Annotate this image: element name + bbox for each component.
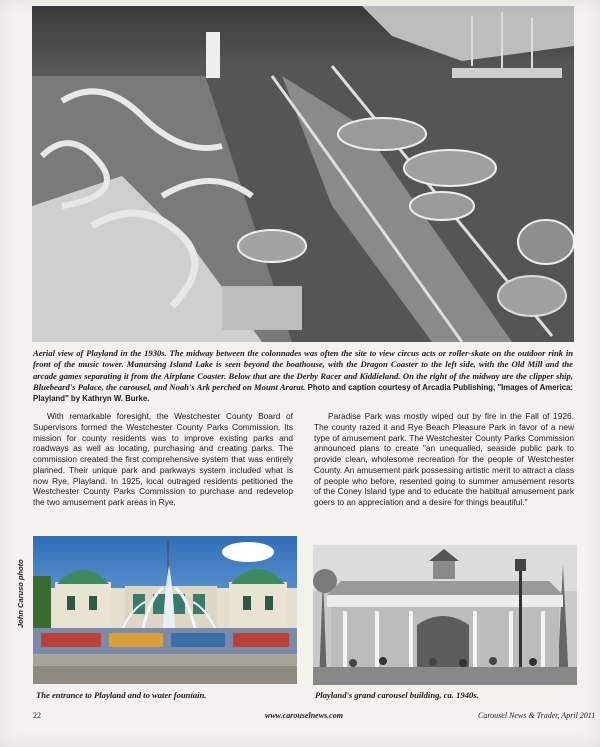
aerial-photo	[32, 6, 574, 342]
fountain-caption: The entrance to Playland and to water fountain.	[36, 690, 207, 700]
article-column-left	[33, 411, 293, 508]
carousel-photo	[313, 545, 577, 685]
fountain-photo-credit: John Caruso photo	[16, 559, 25, 628]
aerial-caption	[33, 348, 573, 404]
aerial-caption-credit: Photo and caption courtesy of Arcadia Publishing, "Images of America: Playland" by Kathryn W. Burke.	[33, 382, 573, 404]
fountain-photo	[33, 536, 297, 684]
article-column-right	[314, 411, 574, 508]
article-paragraph-left: With remarkable foresight, the Westchester County Board of Supervisors formed the Westchester County Parks Commission. Its mission for county residents was to improve existing parks and roadways as well as locating, purchasing and creating parks. The commission created the first comprehensive system that was entirely planned. Their unique park and parkways system included what is now Rye, Playland. In 1925, local outraged residents petitioned the Westchester County Parks Commission to purchase and redevelop the two amusement park areas in Rye.	[33, 411, 293, 507]
footer-publication: Carousel News & Trader, April 2011	[478, 711, 596, 720]
carousel-caption: Playland's grand carousel building, ca. 1940s.	[315, 690, 479, 700]
footer-url: www.carouselnews.com	[265, 711, 343, 720]
aerial-caption-text: Aerial view of Playland in the 1930s. The midway between the colonnades was often the site to view circus acts or roller-skate on the outdoor rink in front of the music tower. Manursing Island Lake is seen beyond the boathouse, with the Dragon Coaster to the left side, with the Old Mill and the arcade games separating it from the Airplane Coaster. Below that are the Derby Racer and Kiddieland. On the right of the midway are the clipper ship, Bluebeard's Palace, the carousel, and Noah's Ark perched on Mount Ararat.	[33, 348, 573, 392]
article-paragraph-right: Paradise Park was mostly wiped out by fire in the Fall of 1926. The county razed it and Rye Beach Pleasure Park in favor of a new type of amusement park. The Westchester County Parks Commission announced plans to create "an unequalled, seaside public park to provide clean, wholesome recreation for the people of Westchester County. An amusement park possessing artistic merit to attract a class of people who before, resented going to summer amusement resorts of the Coney Island type and to educate the habitual amusement park goers to an appreciation and a desire for things beautiful."	[314, 411, 574, 507]
page-number: 22	[33, 711, 41, 720]
